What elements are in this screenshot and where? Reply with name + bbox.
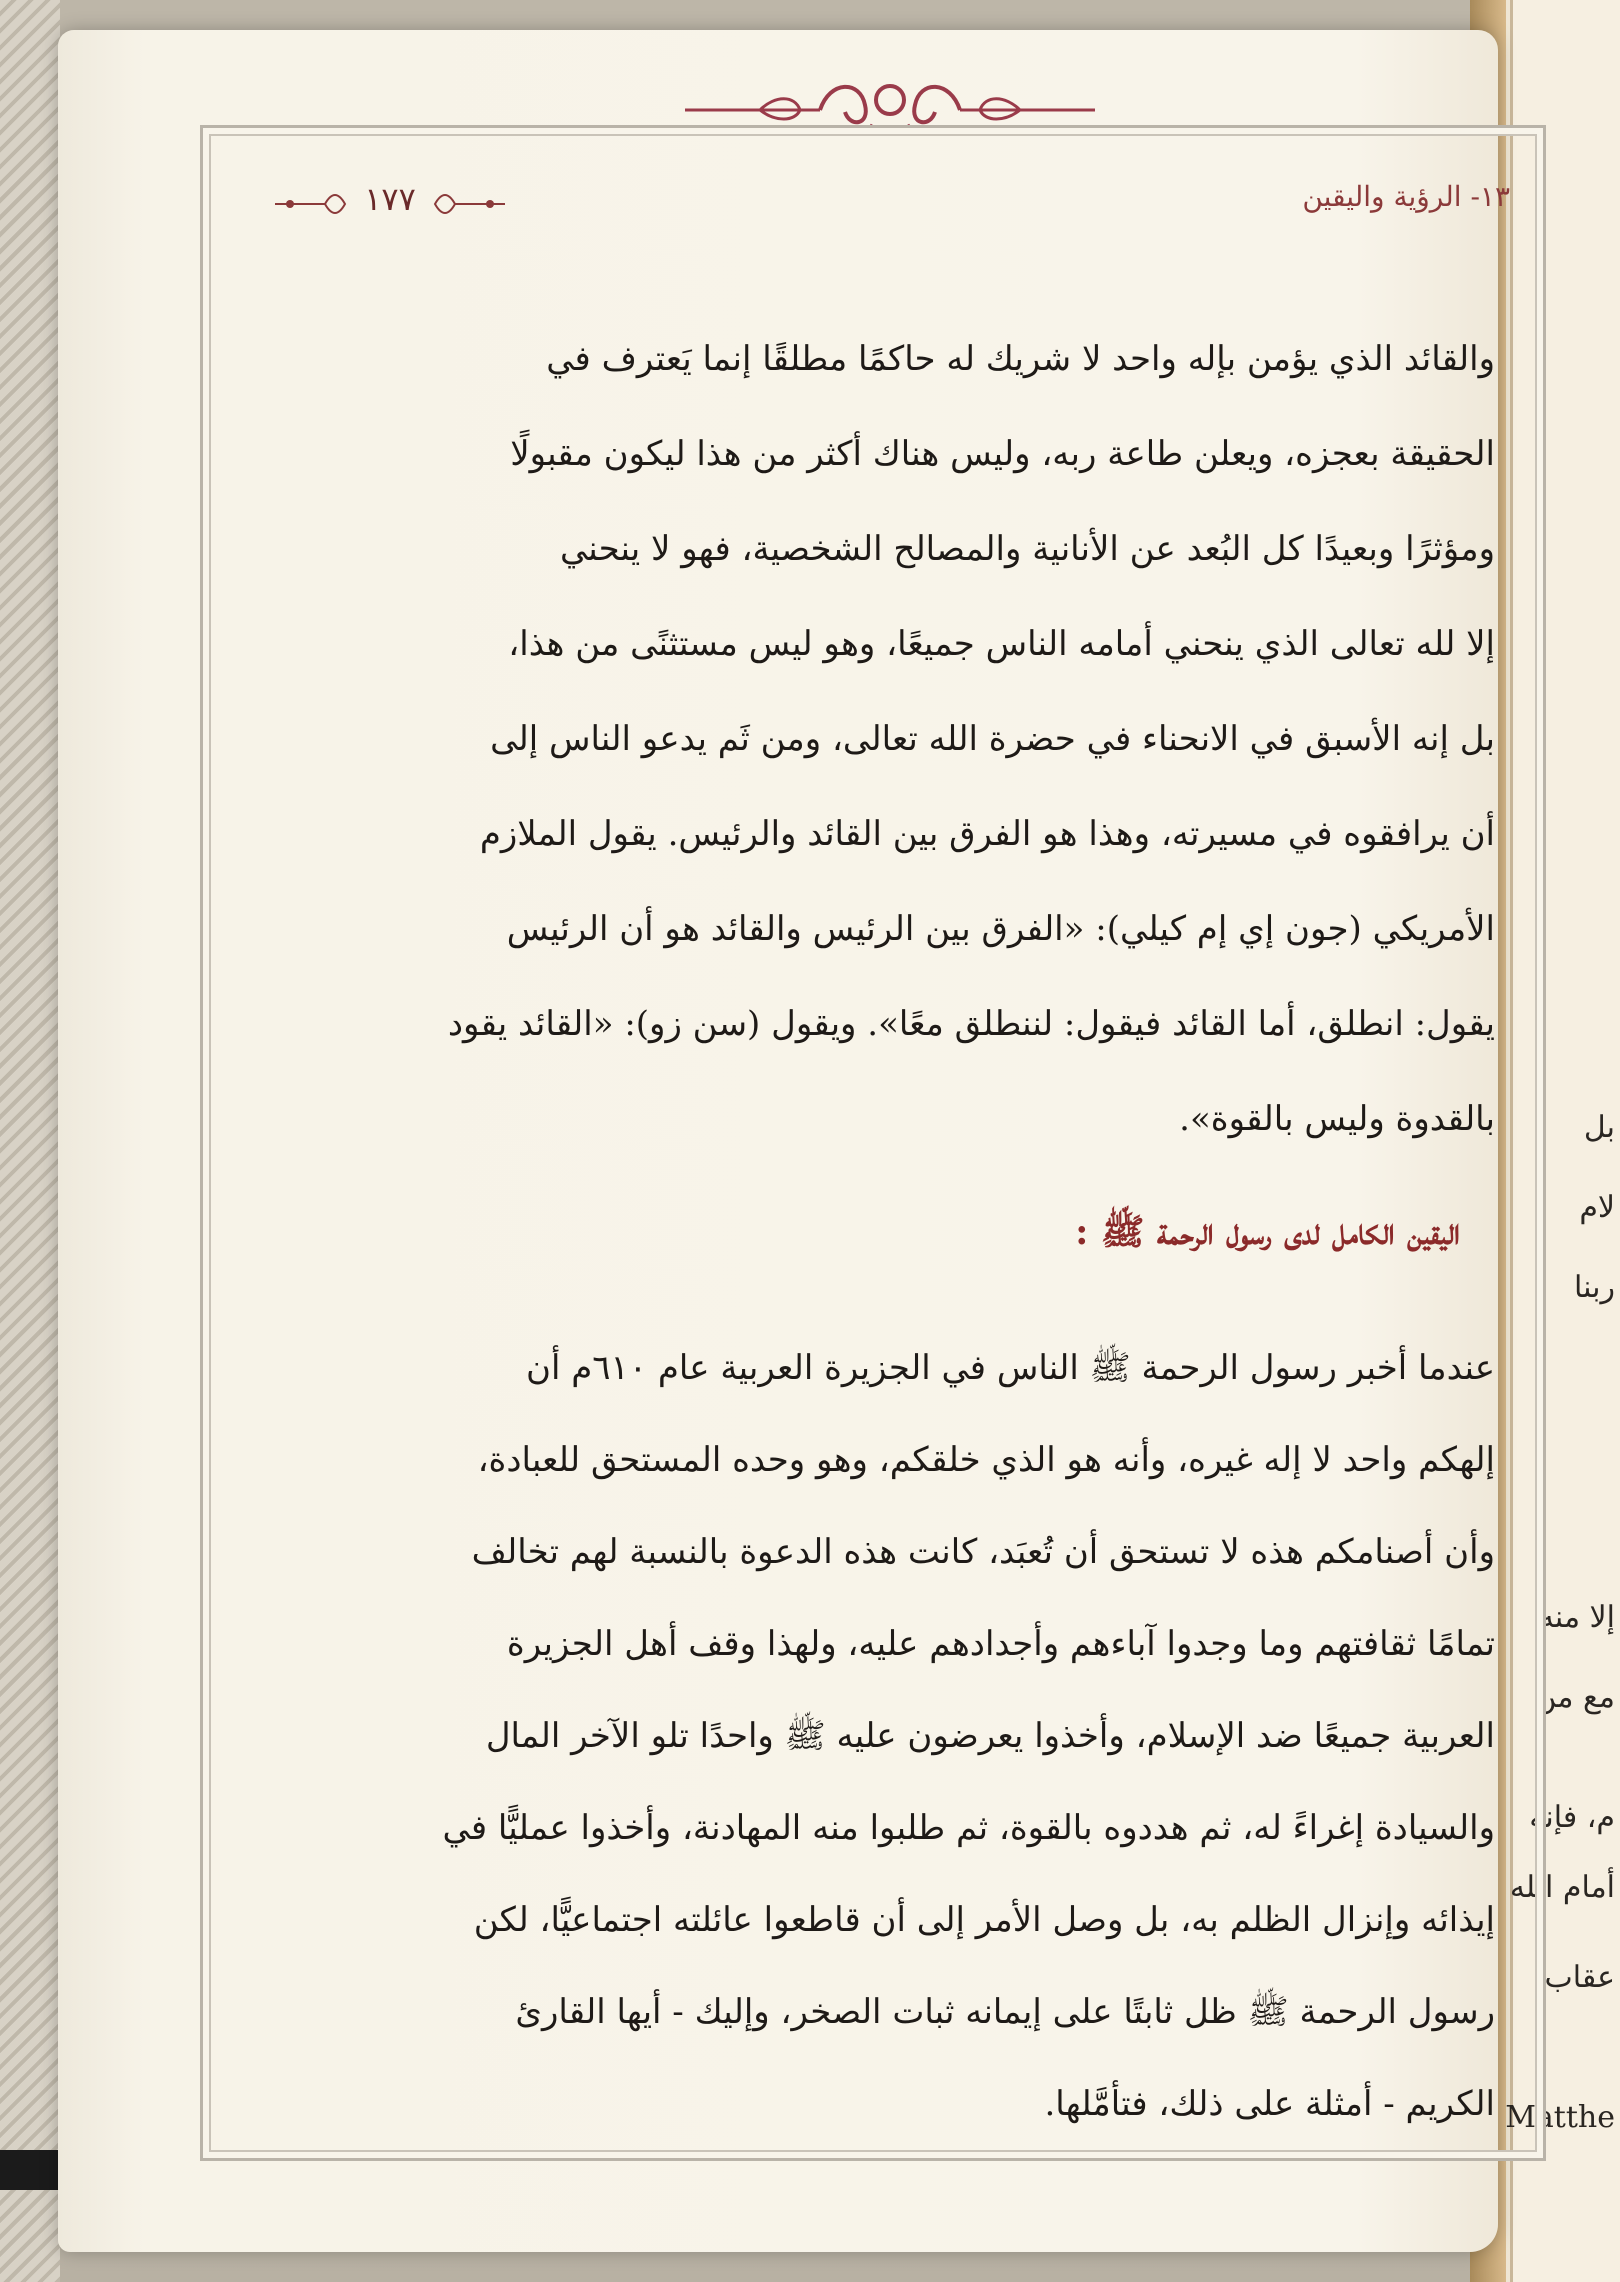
section-heading: اليقين الكامل لدى رسول الرحمة ﷺ : xyxy=(1075,1211,1460,1253)
running-title: ١٣- الرؤية واليقين xyxy=(1302,180,1510,213)
page-header xyxy=(240,180,1510,240)
text-line: رسول الرحمة ﷺ ظل ثابتًا على إيمانه ثبات الصخر، وإليك - أيها القارئ xyxy=(515,1992,1495,2032)
facing-page-fragment: أمام الله xyxy=(1509,1870,1615,1905)
text-line: والقائد الذي يؤمن بإله واحد لا شريك له حاكمًا مطلقًا إنما يَعترف في xyxy=(546,339,1495,379)
facing-page-fragment: إلا منه xyxy=(1538,1600,1615,1635)
facing-page-fragment: مع من xyxy=(1534,1680,1615,1715)
text-line: عندما أخبر رسول الرحمة ﷺ الناس في الجزيرة العربية عام ٦١٠م أن xyxy=(525,1348,1495,1388)
text-line: إلهكم واحد لا إله غيره، وأنه هو الذي خلقكم، وهو وحده المستحق للعبادة، xyxy=(477,1440,1495,1480)
text-line: بالقدوة وليس بالقوة». xyxy=(1179,1099,1495,1139)
page-number-ornament xyxy=(270,174,510,234)
left-book-edge xyxy=(0,0,60,2282)
text-line: والسيادة إغراءً له، ثم هددوه بالقوة، ثم طلبوا منه المهادنة، وأخذوا عمليًّا في xyxy=(442,1808,1495,1848)
text-line: ومؤثرًا وبعيدًا كل البُعد عن الأنانية والمصالح الشخصية، فهو لا ينحني xyxy=(559,529,1495,569)
facing-page-fragment: Matthe xyxy=(1505,2100,1615,2135)
text-line: أن يرافقوه في مسيرته، وهذا هو الفرق بين القائد والرئيس. يقول الملازم xyxy=(479,814,1495,854)
text-line: الكريم - أمثلة على ذلك، فتأمَّلها. xyxy=(1044,2084,1495,2124)
facing-page-fragment: عقاب. xyxy=(1535,1960,1615,1995)
text-line: إلا لله تعالى الذي ينحني أمامه الناس جميعًا، وهو ليس مستثنًى من هذا، xyxy=(508,624,1495,664)
left-binding xyxy=(0,2150,60,2190)
facing-page-fragment: م، فإنه xyxy=(1529,1800,1615,1835)
text-line: يقول: انطلق، أما القائد فيقول: لننطلق معًا». ويقول (سن زو): «القائد يقود xyxy=(447,1004,1495,1044)
text-line: تمامًا ثقافتهم وما وجدوا آباءهم وأجدادهم عليه، ولهذا وقف أهل الجزيرة xyxy=(506,1624,1495,1664)
facing-page-fragment: ربنا xyxy=(1573,1270,1615,1305)
text-line: الأمريكي (جون إي إم كيلي): «الفرق بين الرئيس والقائد هو أن الرئيس xyxy=(506,909,1495,949)
text-line: العربية جميعًا ضد الإسلام، وأخذوا يعرضون عليه ﷺ واحدًا تلو الآخر المال xyxy=(485,1716,1495,1756)
page-number: ١٧٧ xyxy=(364,180,416,218)
text-line: وأن أصنامكم هذه لا تستحق أن تُعبَد، كانت هذه الدعوة بالنسبة لهم تخالف xyxy=(471,1532,1495,1572)
facing-page-fragment: لام xyxy=(1579,1190,1615,1225)
text-line: الحقيقة بعجزه، ويعلن طاعة ربه، وليس هناك أكثر من هذا ليكون مقبولًا xyxy=(510,434,1495,474)
text-line: إيذائه وإنزال الظلم به، بل وصل الأمر إلى أن قاطعوا عائلته اجتماعيًّا، لكن xyxy=(473,1900,1495,1940)
text-line: بل إنه الأسبق في الانحناء في حضرة الله تعالى، ومن ثَم يدعو الناس إلى xyxy=(490,719,1495,759)
paragraph-1 xyxy=(270,312,1495,1167)
facing-page-fragment: بل xyxy=(1583,1110,1615,1145)
paragraph-2 xyxy=(270,1322,1495,2150)
